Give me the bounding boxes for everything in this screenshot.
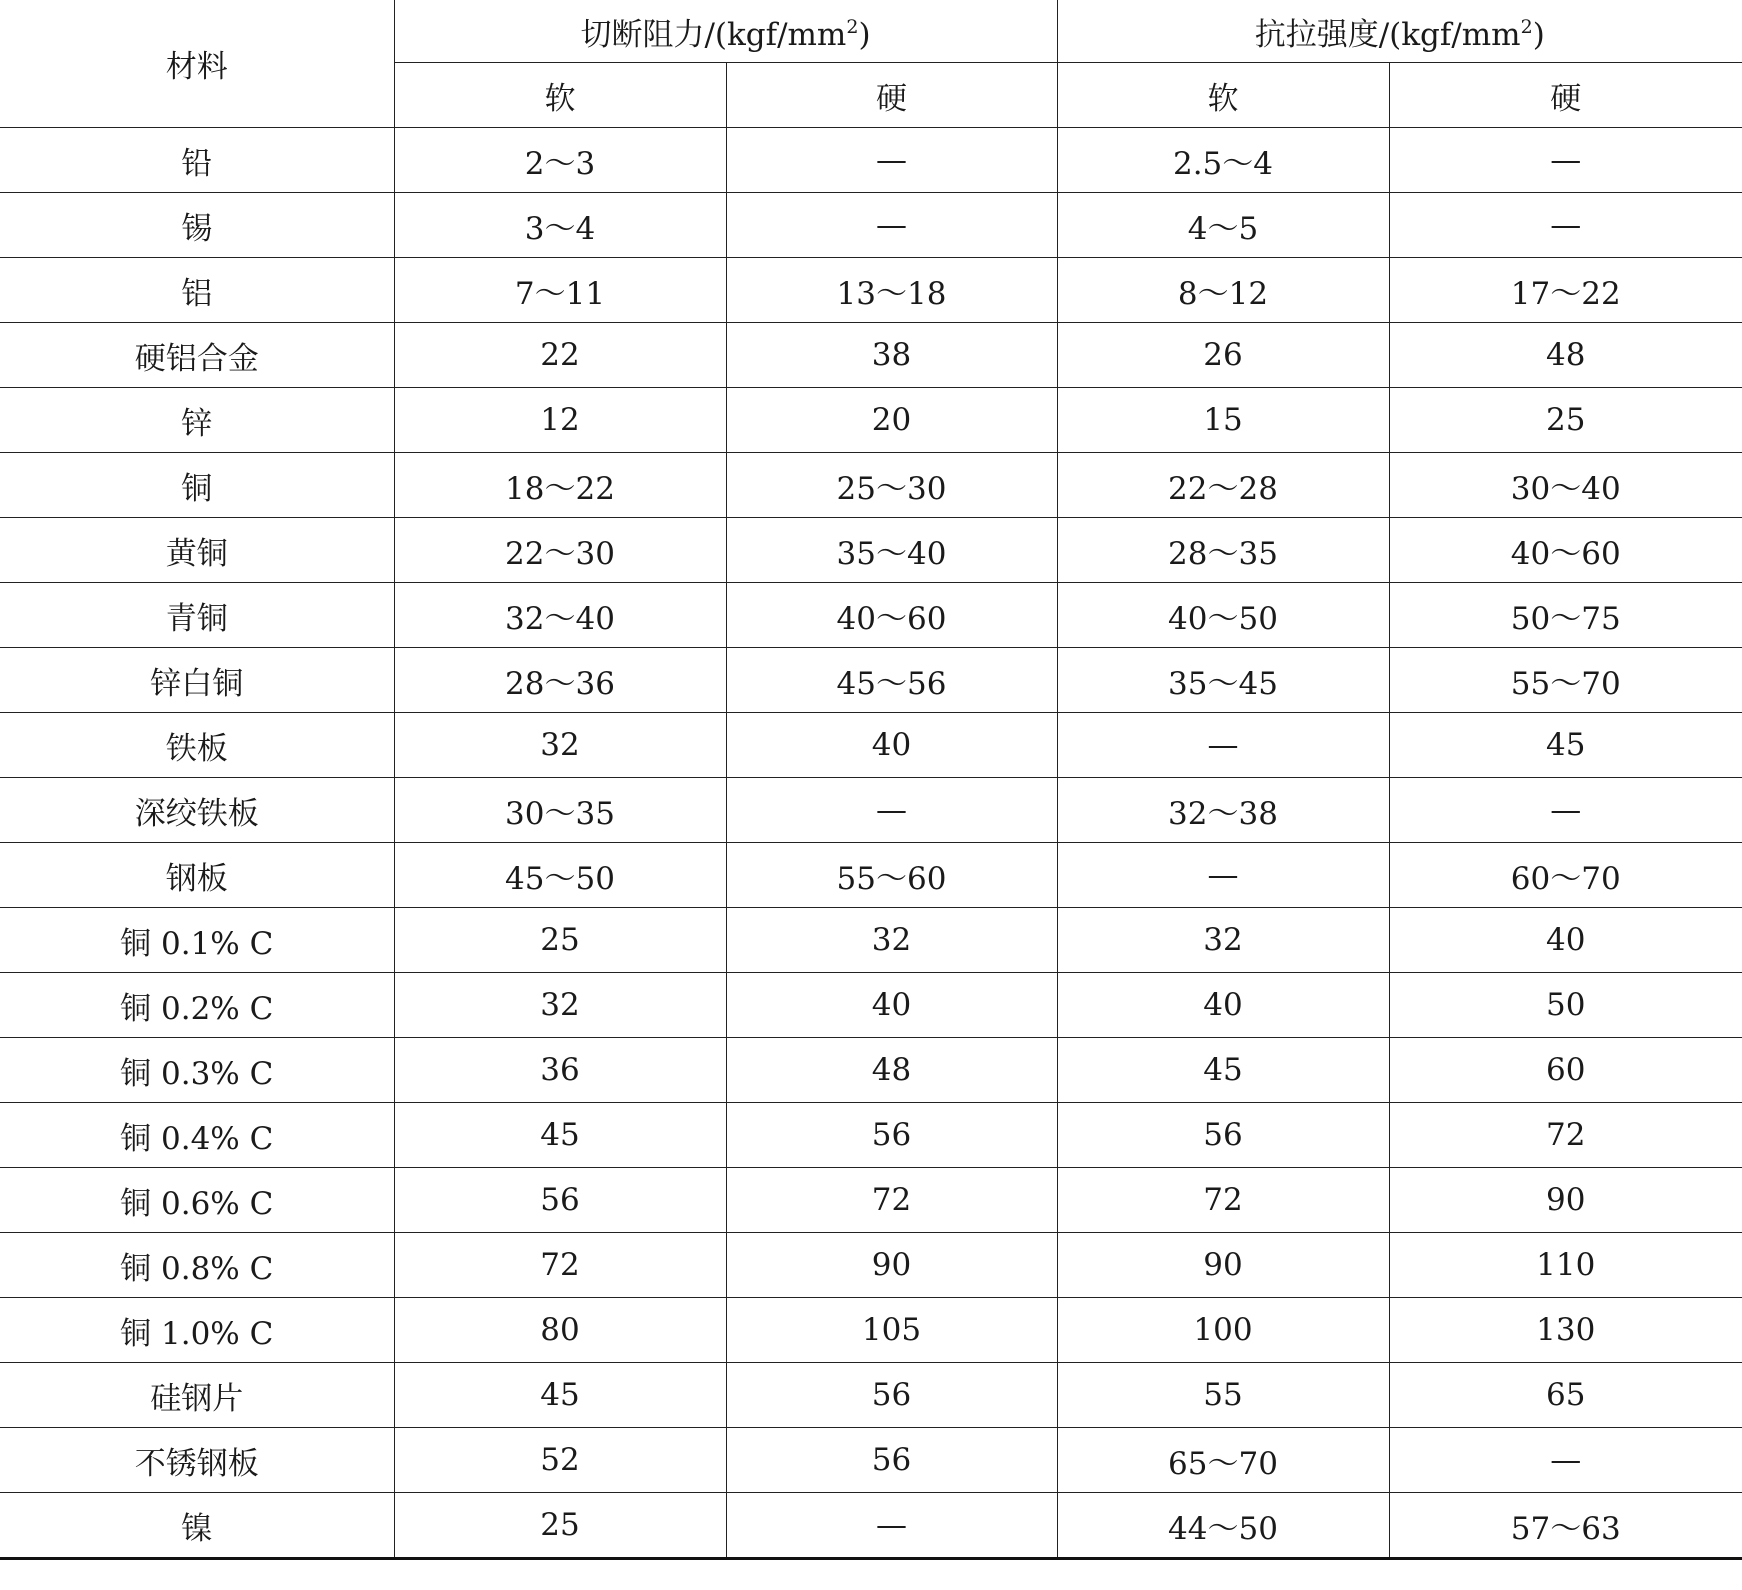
table-row xyxy=(0,258,1742,323)
shear-hard-cell: 72 xyxy=(726,1168,1057,1233)
table-row xyxy=(0,193,1742,258)
tensile-hard-cell: 30～40 xyxy=(1389,453,1742,518)
tensile-hard-cell: 50～75 xyxy=(1389,583,1742,648)
shear-resistance-header xyxy=(394,0,1057,63)
tensile-soft-header: 软 xyxy=(1057,63,1389,128)
table-body xyxy=(0,128,1742,1559)
material-cell: 铜 0.4% C xyxy=(0,1103,394,1168)
table-row xyxy=(0,453,1742,518)
tensile-soft-cell: 72 xyxy=(1057,1168,1389,1233)
shear-soft-cell: 36 xyxy=(394,1038,726,1103)
table-row xyxy=(0,1038,1742,1103)
tensile-soft-cell: 28～35 xyxy=(1057,518,1389,583)
tensile-soft-cell: 22～28 xyxy=(1057,453,1389,518)
tensile-header-sup: 2 xyxy=(1520,15,1533,38)
material-cell: 铁板 xyxy=(0,713,394,778)
shear-hard-cell: 56 xyxy=(726,1428,1057,1493)
shear-hard-cell: 48 xyxy=(726,1038,1057,1103)
shear-header-close: ) xyxy=(858,16,871,53)
tensile-soft-cell: 35～45 xyxy=(1057,648,1389,713)
tensile-hard-cell: 45 xyxy=(1389,713,1742,778)
shear-soft-cell: 3～4 xyxy=(394,193,726,258)
tensile-soft-cell: 8～12 xyxy=(1057,258,1389,323)
tensile-soft-cell: 56 xyxy=(1057,1103,1389,1168)
tensile-hard-cell: 60 xyxy=(1389,1038,1742,1103)
tensile-soft-cell: 4～5 xyxy=(1057,193,1389,258)
table-row xyxy=(0,1103,1742,1168)
tensile-soft-cell: — xyxy=(1057,843,1389,908)
tensile-hard-cell: 90 xyxy=(1389,1168,1742,1233)
shear-hard-cell: — xyxy=(726,1493,1057,1559)
shear-soft-cell: 45 xyxy=(394,1363,726,1428)
tensile-hard-cell: 25 xyxy=(1389,388,1742,453)
shear-hard-cell: 40 xyxy=(726,973,1057,1038)
shear-hard-cell: 56 xyxy=(726,1103,1057,1168)
shear-soft-cell: 32 xyxy=(394,973,726,1038)
tensile-hard-cell: 65 xyxy=(1389,1363,1742,1428)
shear-hard-cell: 38 xyxy=(726,323,1057,388)
tensile-hard-header: 硬 xyxy=(1389,63,1742,128)
shear-hard-cell: — xyxy=(726,128,1057,193)
shear-header-label: 切断阻力/(kgf/mm xyxy=(580,16,847,53)
shear-soft-cell: 28～36 xyxy=(394,648,726,713)
table-row xyxy=(0,908,1742,973)
tensile-header-close: ) xyxy=(1532,16,1545,53)
shear-hard-cell: 35～40 xyxy=(726,518,1057,583)
tensile-hard-cell: — xyxy=(1389,778,1742,843)
shear-hard-cell: 32 xyxy=(726,908,1057,973)
shear-soft-cell: 32 xyxy=(394,713,726,778)
tensile-soft-cell: 40～50 xyxy=(1057,583,1389,648)
shear-soft-cell: 22 xyxy=(394,323,726,388)
tensile-strength-header xyxy=(1057,0,1742,63)
tensile-soft-cell: 15 xyxy=(1057,388,1389,453)
shear-soft-cell: 25 xyxy=(394,1493,726,1559)
tensile-hard-cell: 110 xyxy=(1389,1233,1742,1298)
table-row xyxy=(0,973,1742,1038)
tensile-hard-cell: 40～60 xyxy=(1389,518,1742,583)
tensile-soft-cell: 55 xyxy=(1057,1363,1389,1428)
tensile-soft-cell: 45 xyxy=(1057,1038,1389,1103)
shear-hard-cell: — xyxy=(726,778,1057,843)
tensile-soft-cell: — xyxy=(1057,713,1389,778)
material-cell: 镍 xyxy=(0,1493,394,1559)
tensile-soft-cell: 32 xyxy=(1057,908,1389,973)
tensile-soft-cell: 100 xyxy=(1057,1298,1389,1363)
material-cell: 铜 0.6% C xyxy=(0,1168,394,1233)
table-row xyxy=(0,1428,1742,1493)
shear-hard-cell: — xyxy=(726,193,1057,258)
shear-soft-header: 软 xyxy=(394,63,726,128)
material-cell: 硅钢片 xyxy=(0,1363,394,1428)
material-cell: 铜 0.2% C xyxy=(0,973,394,1038)
tensile-hard-cell: 17～22 xyxy=(1389,258,1742,323)
material-header: 材料 xyxy=(0,0,394,128)
shear-soft-cell: 30～35 xyxy=(394,778,726,843)
tensile-hard-cell: 72 xyxy=(1389,1103,1742,1168)
table-row xyxy=(0,518,1742,583)
shear-hard-cell: 90 xyxy=(726,1233,1057,1298)
tensile-hard-cell: 48 xyxy=(1389,323,1742,388)
shear-hard-cell: 55～60 xyxy=(726,843,1057,908)
material-cell: 铜 0.3% C xyxy=(0,1038,394,1103)
material-cell: 铜 xyxy=(0,453,394,518)
shear-hard-cell: 45～56 xyxy=(726,648,1057,713)
material-cell: 不锈钢板 xyxy=(0,1428,394,1493)
tensile-header-label: 抗拉强度/(kgf/mm xyxy=(1254,16,1521,53)
shear-soft-cell: 18～22 xyxy=(394,453,726,518)
shear-soft-cell: 2～3 xyxy=(394,128,726,193)
table-row xyxy=(0,713,1742,778)
material-cell: 硬铝合金 xyxy=(0,323,394,388)
shear-soft-cell: 72 xyxy=(394,1233,726,1298)
material-cell: 锌 xyxy=(0,388,394,453)
table-row xyxy=(0,583,1742,648)
shear-soft-cell: 45 xyxy=(394,1103,726,1168)
tensile-hard-cell: 130 xyxy=(1389,1298,1742,1363)
tensile-hard-cell: 40 xyxy=(1389,908,1742,973)
table-row xyxy=(0,1168,1742,1233)
shear-hard-cell: 13～18 xyxy=(726,258,1057,323)
shear-soft-cell: 52 xyxy=(394,1428,726,1493)
shear-hard-cell: 40～60 xyxy=(726,583,1057,648)
shear-hard-cell: 40 xyxy=(726,713,1057,778)
material-cell: 黄铜 xyxy=(0,518,394,583)
shear-hard-cell: 105 xyxy=(726,1298,1057,1363)
table-row xyxy=(0,323,1742,388)
shear-soft-cell: 22～30 xyxy=(394,518,726,583)
table-row xyxy=(0,843,1742,908)
shear-header-sup: 2 xyxy=(846,15,859,38)
tensile-hard-cell: 60～70 xyxy=(1389,843,1742,908)
material-cell: 钢板 xyxy=(0,843,394,908)
tensile-hard-cell: 57～63 xyxy=(1389,1493,1742,1559)
tensile-hard-cell: 55～70 xyxy=(1389,648,1742,713)
shear-hard-cell: 20 xyxy=(726,388,1057,453)
shear-soft-cell: 80 xyxy=(394,1298,726,1363)
tensile-hard-cell: 50 xyxy=(1389,973,1742,1038)
tensile-soft-cell: 90 xyxy=(1057,1233,1389,1298)
tensile-soft-cell: 26 xyxy=(1057,323,1389,388)
table-row xyxy=(0,648,1742,713)
material-cell: 铅 xyxy=(0,128,394,193)
material-cell: 铜 1.0% C xyxy=(0,1298,394,1363)
tensile-soft-cell: 44～50 xyxy=(1057,1493,1389,1559)
tensile-hard-cell: — xyxy=(1389,128,1742,193)
table-row xyxy=(0,1233,1742,1298)
shear-soft-cell: 7～11 xyxy=(394,258,726,323)
tensile-soft-cell: 2.5～4 xyxy=(1057,128,1389,193)
table-row xyxy=(0,388,1742,453)
material-cell: 青铜 xyxy=(0,583,394,648)
table-row xyxy=(0,1298,1742,1363)
material-cell: 锡 xyxy=(0,193,394,258)
shear-hard-header: 硬 xyxy=(726,63,1057,128)
shear-hard-cell: 56 xyxy=(726,1363,1057,1428)
material-cell: 锌白铜 xyxy=(0,648,394,713)
material-cell: 深绞铁板 xyxy=(0,778,394,843)
shear-soft-cell: 32～40 xyxy=(394,583,726,648)
tensile-hard-cell: — xyxy=(1389,1428,1742,1493)
table-row xyxy=(0,778,1742,843)
header-row-1 xyxy=(0,0,1742,63)
tensile-soft-cell: 32～38 xyxy=(1057,778,1389,843)
shear-soft-cell: 45～50 xyxy=(394,843,726,908)
shear-soft-cell: 25 xyxy=(394,908,726,973)
material-cell: 铝 xyxy=(0,258,394,323)
tensile-hard-cell: — xyxy=(1389,193,1742,258)
material-cell: 铜 0.8% C xyxy=(0,1233,394,1298)
tensile-soft-cell: 40 xyxy=(1057,973,1389,1038)
table-row xyxy=(0,1363,1742,1428)
tensile-soft-cell: 65～70 xyxy=(1057,1428,1389,1493)
shear-soft-cell: 56 xyxy=(394,1168,726,1233)
shear-soft-cell: 12 xyxy=(394,388,726,453)
shear-hard-cell: 25～30 xyxy=(726,453,1057,518)
table-row xyxy=(0,128,1742,193)
table-row xyxy=(0,1493,1742,1559)
material-cell: 铜 0.1% C xyxy=(0,908,394,973)
